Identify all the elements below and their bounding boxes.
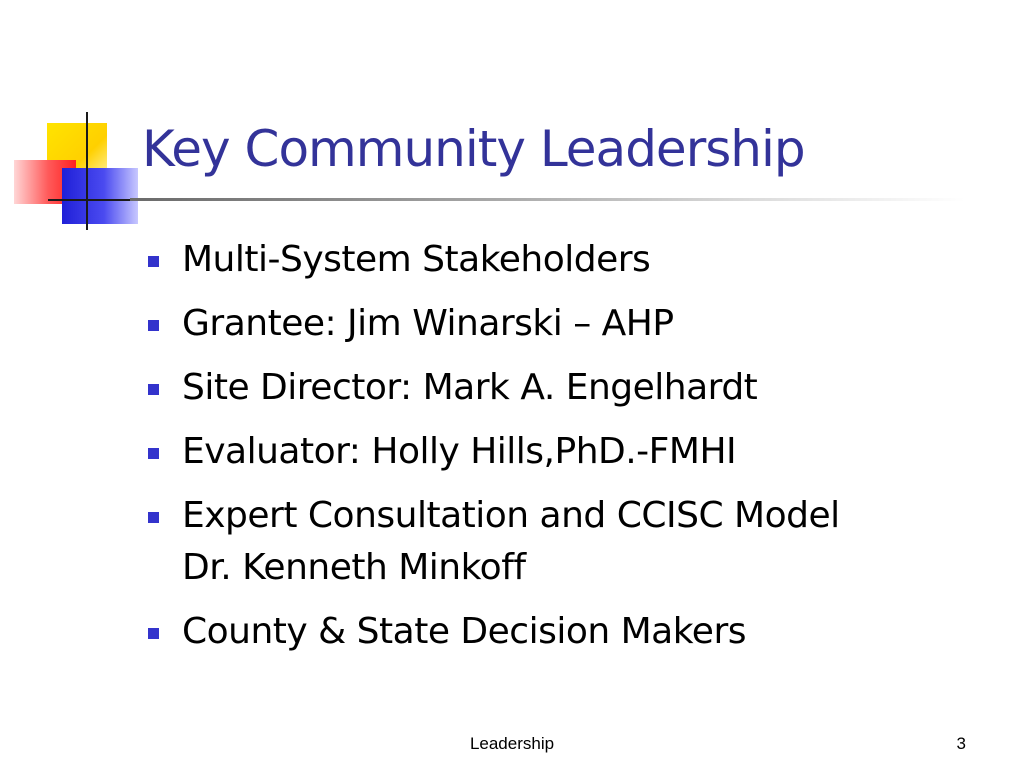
logo-vertical-line bbox=[86, 112, 88, 230]
square-bullet-icon bbox=[148, 320, 159, 331]
page-number: 3 bbox=[956, 734, 966, 753]
bullet-text: County & State Decision Makers bbox=[182, 611, 747, 652]
title-underline-rule bbox=[130, 198, 965, 201]
slide-title: Key Community Leadership bbox=[142, 120, 805, 178]
bullet-text: Grantee: Jim Winarski – AHP bbox=[182, 303, 674, 344]
bullet-text: Multi-System Stakeholders bbox=[182, 239, 651, 280]
bullet-item bbox=[148, 362, 968, 414]
bullet-text: Evaluator: Holly Hills,PhD.-FMHI bbox=[182, 431, 737, 472]
overlapping-squares-logo bbox=[0, 0, 140, 240]
blue-square bbox=[62, 168, 138, 224]
bullet-item bbox=[148, 490, 968, 594]
bullet-item bbox=[148, 298, 968, 350]
bullet-list bbox=[148, 234, 968, 670]
square-bullet-icon bbox=[148, 512, 159, 523]
bullet-item bbox=[148, 426, 968, 478]
bullet-item bbox=[148, 234, 968, 286]
bullet-text: Site Director: Mark A. Engelhardt bbox=[182, 367, 758, 408]
footer-title: Leadership bbox=[469, 734, 555, 753]
bullet-item bbox=[148, 606, 968, 658]
bullet-text-continuation: Dr. Kenneth Minkoff bbox=[182, 547, 526, 588]
square-bullet-icon bbox=[148, 256, 159, 267]
square-bullet-icon bbox=[148, 628, 159, 639]
bullet-text: Expert Consultation and CCISC Model bbox=[182, 495, 840, 536]
square-bullet-icon bbox=[148, 384, 159, 395]
square-bullet-icon bbox=[148, 448, 159, 459]
